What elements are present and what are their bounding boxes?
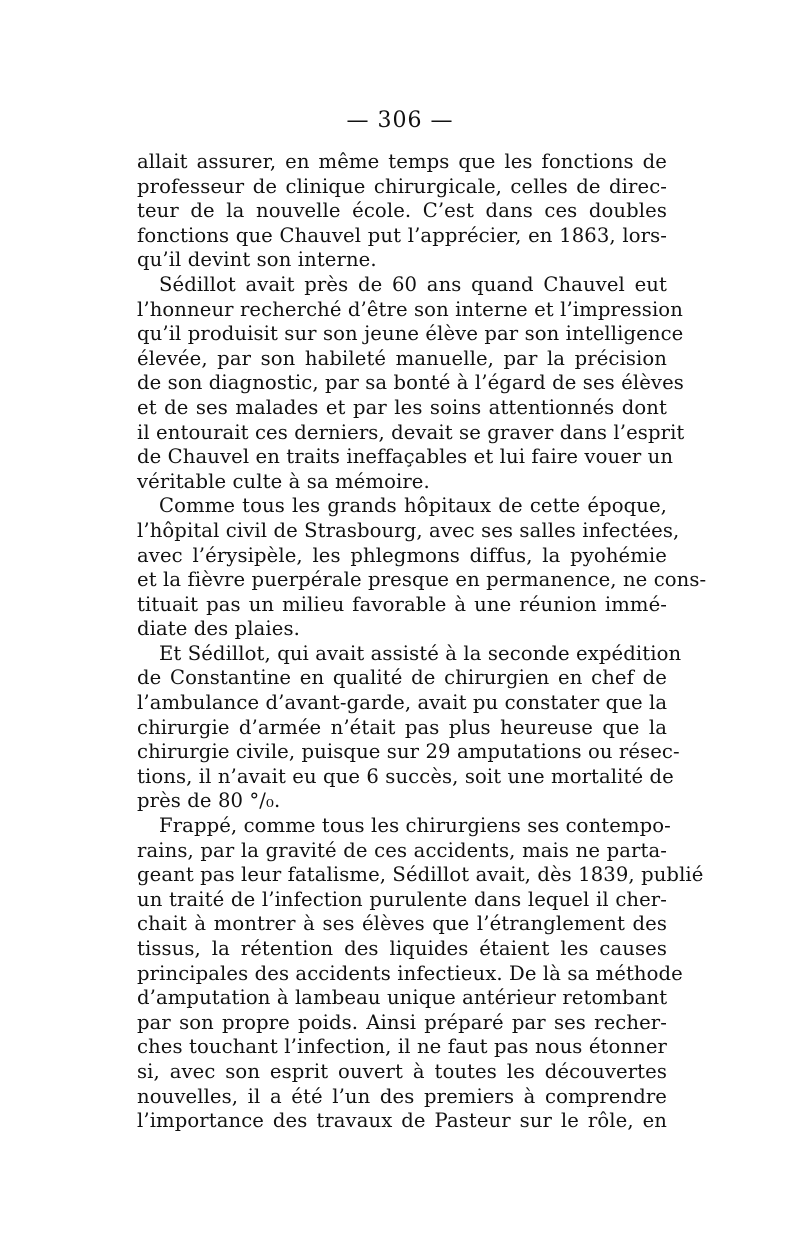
text-line: un traité de l’infection purulente dans lequel il cher- <box>137 887 667 911</box>
paragraph <box>137 494 707 642</box>
body-text <box>137 150 707 1134</box>
text-line: tions, il n’avait eu que 6 succès, soit une mortalité de <box>137 764 674 788</box>
text-line: d’amputation à lambeau unique antérieur retombant <box>137 986 668 1010</box>
text-line: principales des accidents infectieux. De là sa méthode <box>137 961 683 985</box>
text-line: chirurgie civile, puisque sur 29 amputations ou résec- <box>137 740 680 764</box>
text-line: de Constantine en qualité de chirurgien en chef de <box>137 666 667 690</box>
text-line: l’honneur recherché d’être son interne et l’impression <box>137 297 683 321</box>
text-line: et la fièvre puerpérale presque en permanence, ne cons- <box>137 568 707 592</box>
text-line: qu’il produisit sur son jeune élève par son intelligence <box>137 322 684 346</box>
text-line: tituait pas un milieu favorable à une réunion immé- <box>137 592 667 616</box>
text-line: Sédillot avait près de 60 ans quand Chauvel eut <box>159 272 667 296</box>
text-line: Et Sédillot, qui avait assisté à la seconde expédition <box>159 641 682 665</box>
paragraph <box>137 150 667 273</box>
text-line: Frappé, comme tous les chirurgiens ses contempo- <box>159 814 671 838</box>
text-line: élevée, par son habileté manuelle, par la précision <box>137 346 667 370</box>
text-line: l’importance des travaux de Pasteur sur le rôle, en <box>137 1109 667 1133</box>
text-line: fonctions que Chauvel put l’apprécier, en 1863, lors- <box>137 223 667 247</box>
text-line: il entourait ces derniers, devait se graver dans l’esprit <box>137 420 685 444</box>
text-line: diate des plaies. <box>137 617 300 641</box>
text-line: véritable culte à sa mémoire. <box>137 469 430 493</box>
text-line: si, avec son esprit ouvert à toutes les découvertes <box>137 1059 667 1083</box>
paragraph <box>137 272 685 494</box>
text-line: geant pas leur fatalisme, Sédillot avait, dès 1839, publié <box>137 863 704 887</box>
text-line: professeur de clinique chirurgicale, celles de direc- <box>137 174 667 198</box>
text-line: de son diagnostic, par sa bonté à l’égard de ses élèves <box>137 371 684 395</box>
text-line: nouvelles, il a été l’un des premiers à comprendre <box>137 1084 667 1108</box>
text-line: par son propre poids. Ainsi préparé par ses recher- <box>137 1010 667 1034</box>
text-line: l’ambulance d’avant-garde, avait pu constater que la <box>137 691 668 715</box>
text-line: rains, par la gravité de ces accidents, mais ne parta- <box>137 838 667 862</box>
text-line: avec l’érysipèle, les phlegmons diffus, la pyohémie <box>137 543 667 567</box>
page-number: — 306 — <box>346 108 454 133</box>
text-line: ches touchant l’infection, il ne faut pas nous étonner <box>137 1035 667 1059</box>
text-line: et de ses malades et par les soins attentionnés dont <box>137 395 667 419</box>
text-line: chait à montrer à ses élèves que l’étranglement des <box>137 912 667 936</box>
text-line: qu’il devint son interne. <box>137 248 377 272</box>
text-line: chirurgie d’armée n’était pas plus heureuse que la <box>137 715 667 739</box>
text-line: Comme tous les grands hôpitaux de cette époque, <box>159 494 667 518</box>
paragraph <box>137 814 704 1134</box>
text-line: teur de la nouvelle école. C’est dans ces doubles <box>137 199 667 223</box>
text-line: allait assurer, en même temps que les fonctions de <box>137 150 667 173</box>
text-line: près de 80 °/₀. <box>137 789 281 813</box>
text-line: tissus, la rétention des liquides étaient les causes <box>137 937 667 960</box>
text-line: de Chauvel en traits ineffaçables et lui faire vouer un <box>137 445 674 469</box>
paragraph <box>137 641 682 814</box>
text-line: l’hôpital civil de Strasbourg, avec ses salles infectées, <box>137 518 680 542</box>
